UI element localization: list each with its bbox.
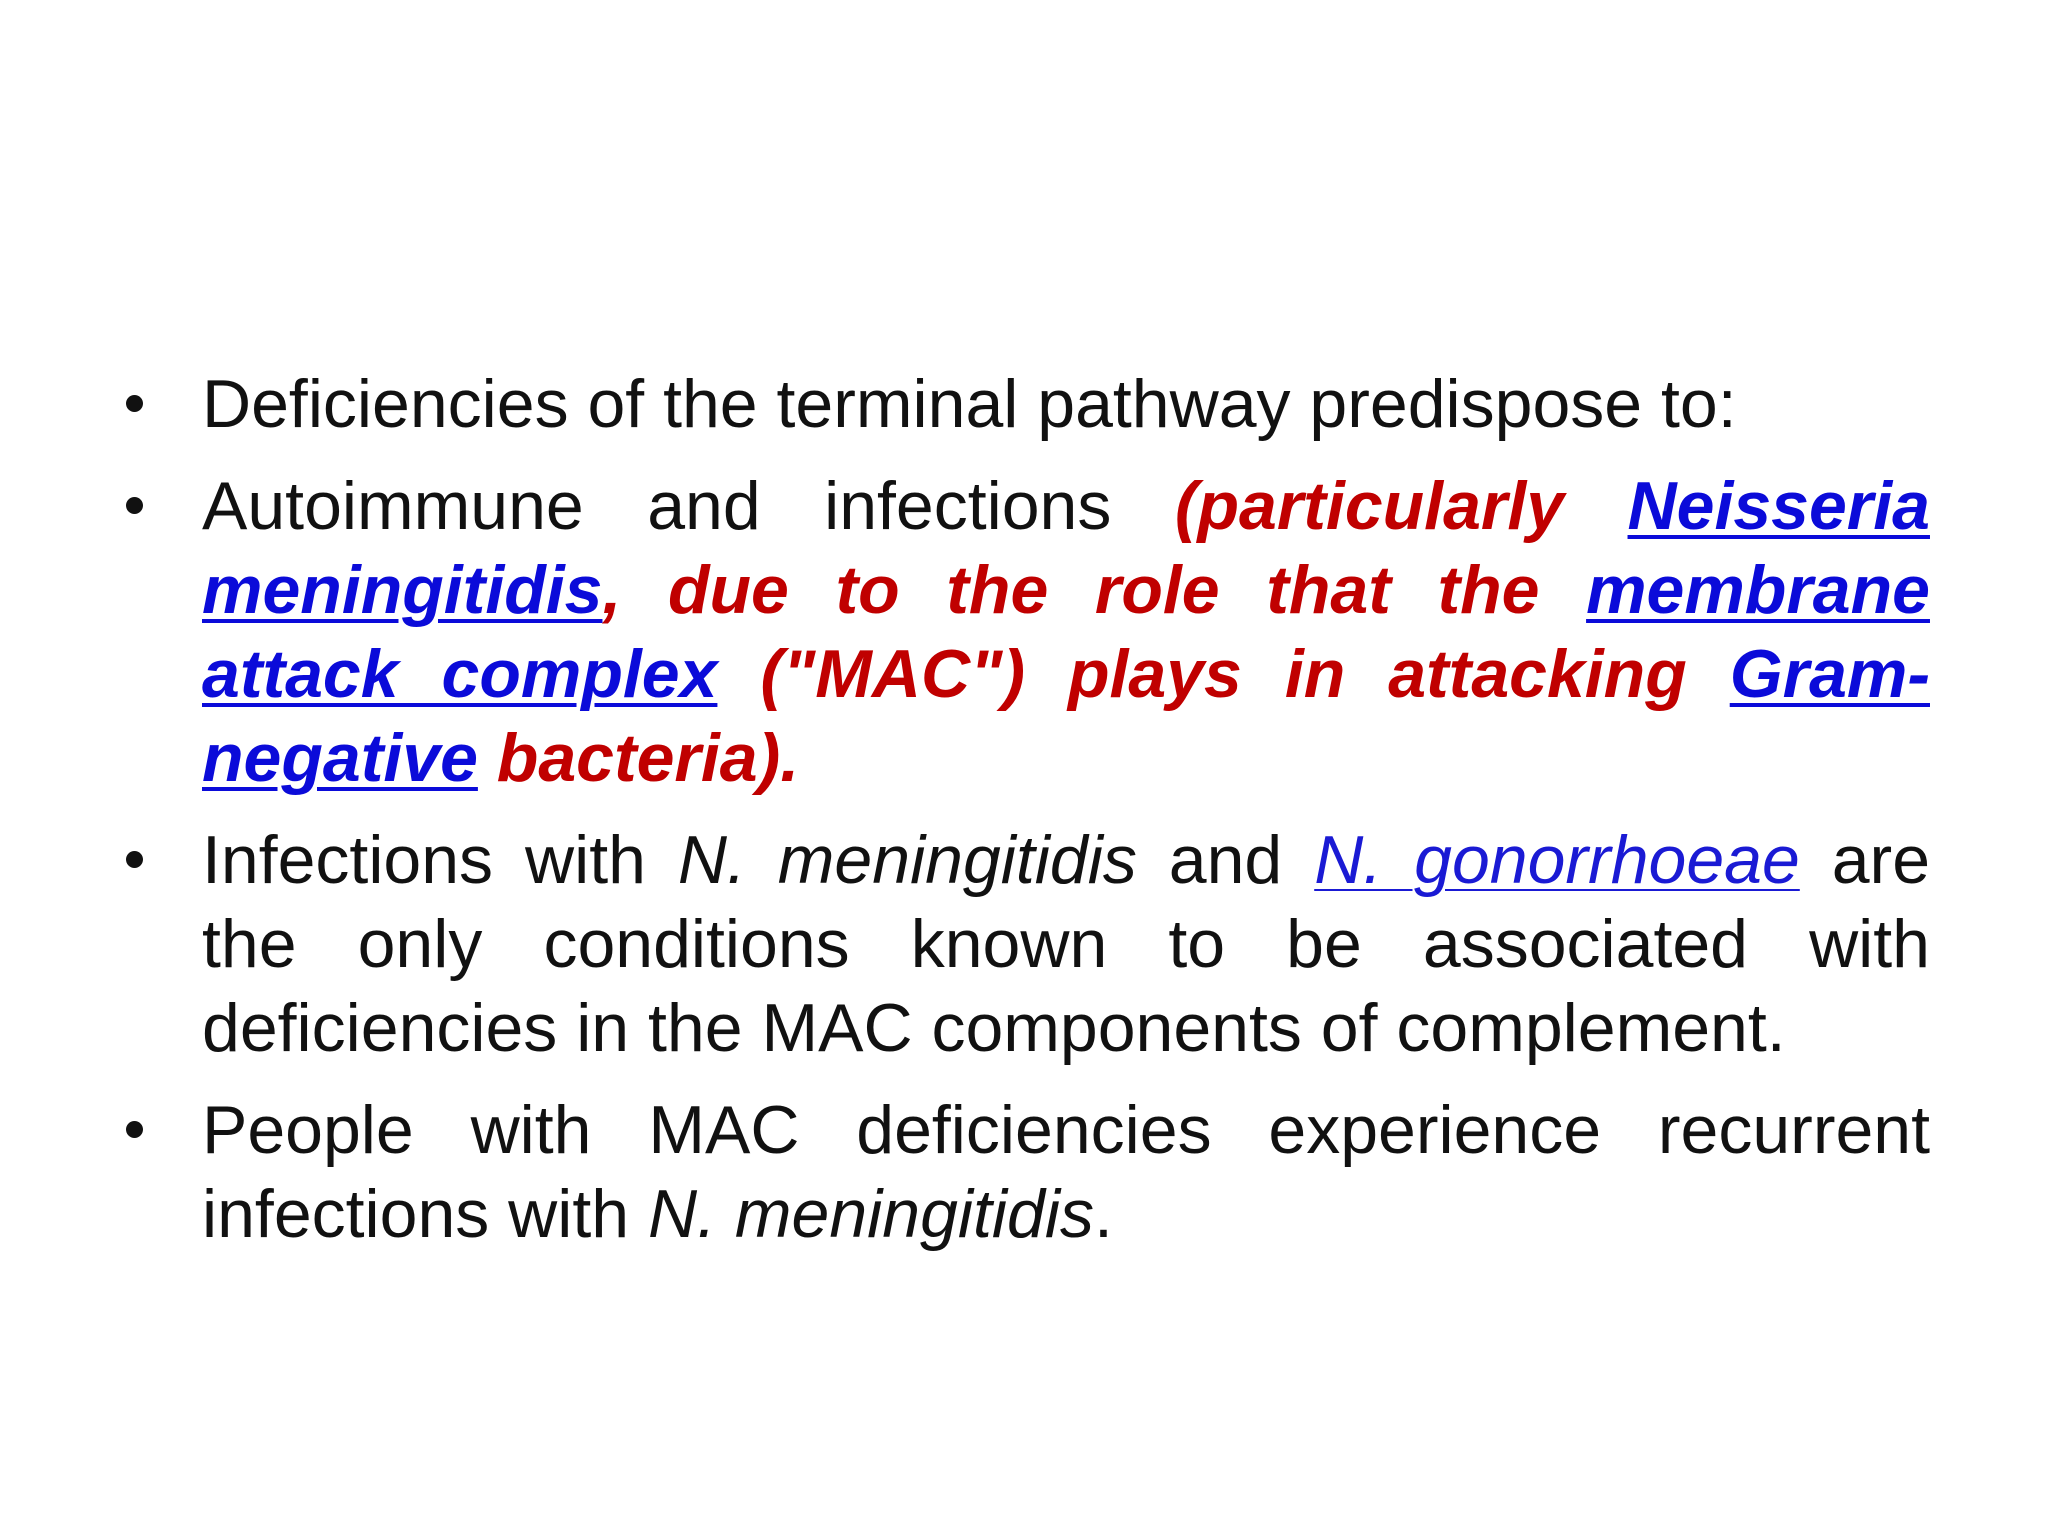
role-explanation-text: , due to the role that the: [602, 552, 1540, 628]
species-name-text: N. meningitidis: [648, 1176, 1094, 1252]
membrane-attack-complex-link[interactable]: membrane attack complex: [202, 552, 1930, 712]
period-text: .: [1093, 1176, 1113, 1252]
gram-negative-link[interactable]: Gram-negative: [202, 636, 1930, 796]
bullet-tail-text: are the only conditions known to be associated with deficiencies in the MAC components of complement.: [202, 822, 1931, 1066]
bullet-item-autoimmune: [120, 464, 1930, 800]
mac-plays-text: ("MAC") plays in attacking: [760, 636, 1687, 712]
bullet-dot-icon: [126, 395, 143, 412]
parenthetical-open-text: (particularly: [1174, 468, 1565, 544]
bullet-item-terminal-pathway: [120, 362, 1930, 446]
bullet-dot-icon: [126, 851, 143, 868]
bullet-lead-text: People with MAC deficiencies experience recurrent infections with: [202, 1092, 1930, 1252]
bacteria-text: bacteria).: [496, 720, 800, 796]
bullet-text: Deficiencies of the terminal pathway predispose to:: [202, 366, 1737, 442]
neisseria-meningitidis-link[interactable]: Neisseria meningitidis: [202, 468, 1930, 628]
bullet-lead-text: Infections with: [202, 822, 646, 898]
bullet-dot-icon: [126, 497, 143, 514]
n-gonorrhoeae-link[interactable]: N. gonorrhoeae: [1314, 822, 1800, 898]
bullet-item-mac-deficiencies: [120, 1088, 1930, 1256]
bullet-list: [120, 362, 1930, 1274]
conjunction-text: and: [1168, 822, 1283, 898]
bullet-dot-icon: [126, 1121, 143, 1138]
bullet-item-infections: [120, 818, 1930, 1070]
bullet-lead-text: Autoimmune and infections: [202, 468, 1112, 544]
species-name-text: N. meningitidis: [677, 822, 1137, 898]
